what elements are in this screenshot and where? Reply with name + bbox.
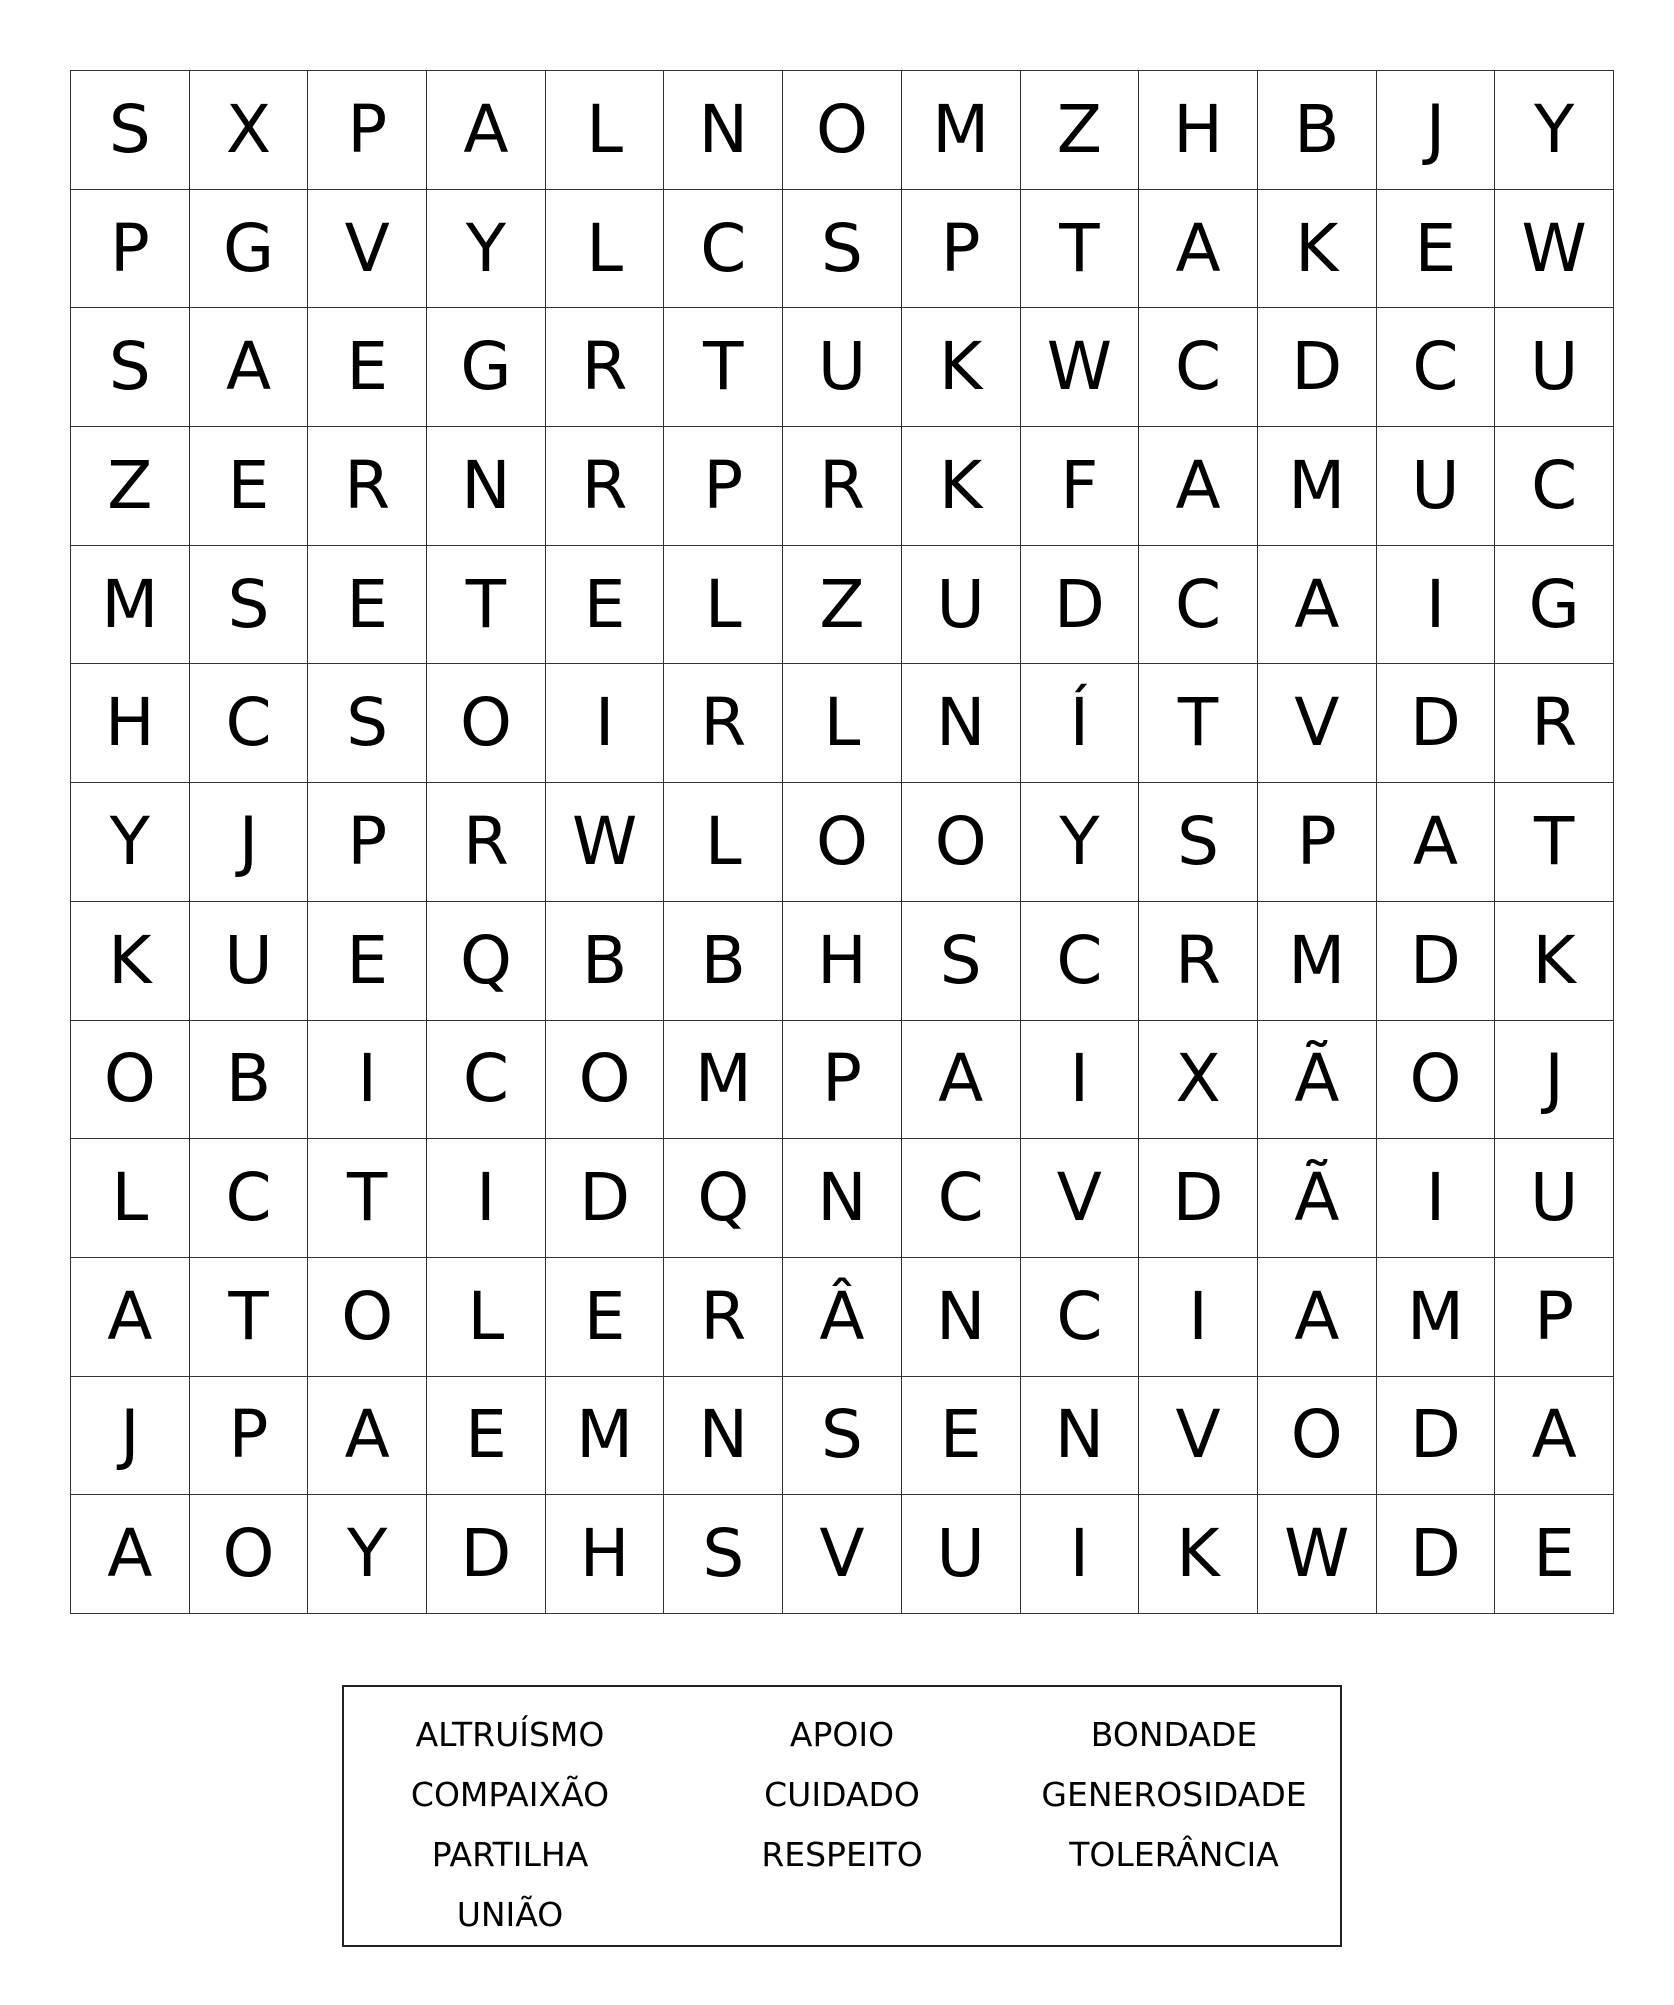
grid-cell[interactable]: O — [427, 664, 546, 783]
grid-cell[interactable]: S — [308, 664, 427, 783]
word-list-item: CUIDADO — [764, 1775, 920, 1814]
grid-cell[interactable]: C — [1021, 1258, 1140, 1377]
grid-cell[interactable]: L — [71, 1139, 190, 1258]
grid-cell[interactable]: D — [1377, 1495, 1496, 1614]
grid-cell[interactable]: A — [71, 1495, 190, 1614]
grid-cell[interactable]: D — [1258, 308, 1377, 427]
grid-cell[interactable]: Y — [1495, 71, 1614, 190]
grid-cell[interactable]: U — [1495, 308, 1614, 427]
grid-cell[interactable]: L — [546, 71, 665, 190]
grid-cell[interactable]: C — [1495, 427, 1614, 546]
grid-cell[interactable]: R — [1495, 664, 1614, 783]
grid-cell[interactable]: M — [902, 71, 1021, 190]
grid-cell[interactable]: R — [546, 308, 665, 427]
grid-cell[interactable]: C — [1139, 546, 1258, 665]
word-list-item: COMPAIXÃO — [410, 1775, 610, 1814]
grid-cell[interactable]: A — [902, 1021, 1021, 1140]
grid-cell[interactable]: X — [190, 71, 309, 190]
grid-cell[interactable]: D — [1377, 1377, 1496, 1496]
grid-cell[interactable]: Z — [1021, 71, 1140, 190]
grid-cell[interactable]: E — [308, 902, 427, 1021]
grid-cell[interactable]: R — [664, 1258, 783, 1377]
grid-cell[interactable]: D — [427, 1495, 546, 1614]
grid-cell[interactable]: J — [1495, 1021, 1614, 1140]
grid-cell[interactable]: I — [546, 664, 665, 783]
grid-cell[interactable]: P — [1258, 783, 1377, 902]
grid-cell[interactable]: Y — [71, 783, 190, 902]
grid-cell[interactable]: K — [902, 308, 1021, 427]
grid-cell[interactable]: E — [1495, 1495, 1614, 1614]
grid-cell[interactable]: A — [1495, 1377, 1614, 1496]
grid-cell[interactable]: V — [1258, 664, 1377, 783]
grid-cell[interactable]: X — [1139, 1021, 1258, 1140]
grid-cell[interactable]: W — [1495, 190, 1614, 309]
grid-cell[interactable]: E — [1377, 190, 1496, 309]
grid-cell[interactable]: O — [1258, 1377, 1377, 1496]
grid-cell[interactable]: S — [783, 190, 902, 309]
grid-cell[interactable]: W — [546, 783, 665, 902]
grid-cell[interactable]: U — [902, 546, 1021, 665]
grid-cell[interactable]: U — [783, 308, 902, 427]
grid-cell[interactable]: J — [71, 1377, 190, 1496]
grid-cell[interactable]: Ã — [1258, 1021, 1377, 1140]
grid-cell[interactable]: L — [664, 783, 783, 902]
grid-cell[interactable]: T — [1139, 664, 1258, 783]
grid-cell[interactable]: T — [427, 546, 546, 665]
grid-cell[interactable]: A — [427, 71, 546, 190]
grid-cell[interactable]: H — [546, 1495, 665, 1614]
grid-cell[interactable]: V — [783, 1495, 902, 1614]
grid-cell[interactable]: V — [1021, 1139, 1140, 1258]
grid-cell[interactable]: L — [427, 1258, 546, 1377]
grid-cell[interactable]: A — [190, 308, 309, 427]
grid-cell[interactable]: B — [664, 902, 783, 1021]
grid-cell[interactable]: I — [427, 1139, 546, 1258]
grid-cell[interactable]: G — [1495, 546, 1614, 665]
grid-cell[interactable]: P — [308, 71, 427, 190]
grid-cell[interactable]: L — [664, 546, 783, 665]
grid-cell[interactable]: T — [1495, 783, 1614, 902]
grid-cell[interactable]: N — [1021, 1377, 1140, 1496]
grid-cell[interactable]: A — [1258, 1258, 1377, 1377]
word-list-item: TOLERÂNCIA — [1069, 1835, 1279, 1874]
grid-cell[interactable]: S — [1139, 783, 1258, 902]
grid-cell[interactable]: I — [1377, 546, 1496, 665]
grid-cell[interactable]: P — [1495, 1258, 1614, 1377]
grid-cell[interactable]: R — [546, 427, 665, 546]
grid-cell[interactable]: R — [427, 783, 546, 902]
grid-cell[interactable]: O — [308, 1258, 427, 1377]
grid-cell[interactable]: K — [1139, 1495, 1258, 1614]
grid-cell[interactable]: S — [190, 546, 309, 665]
grid-cell[interactable]: O — [1377, 1021, 1496, 1140]
grid-cell[interactable]: M — [1258, 427, 1377, 546]
grid-cell[interactable]: A — [1377, 783, 1496, 902]
grid-cell[interactable]: B — [546, 902, 665, 1021]
grid-cell[interactable]: D — [1139, 1139, 1258, 1258]
grid-cell[interactable]: Y — [427, 190, 546, 309]
grid-cell[interactable]: C — [664, 190, 783, 309]
grid-cell[interactable]: C — [902, 1139, 1021, 1258]
grid-cell[interactable]: D — [1377, 664, 1496, 783]
grid-cell[interactable]: Z — [71, 427, 190, 546]
grid-cell[interactable]: K — [902, 427, 1021, 546]
grid-cell[interactable]: J — [190, 783, 309, 902]
grid-cell[interactable]: Í — [1021, 664, 1140, 783]
grid-cell[interactable]: O — [783, 71, 902, 190]
grid-cell[interactable]: I — [1021, 1495, 1140, 1614]
grid-cell[interactable]: U — [190, 902, 309, 1021]
grid-cell[interactable]: R — [1139, 902, 1258, 1021]
grid-cell[interactable]: Z — [783, 546, 902, 665]
grid-cell[interactable]: G — [427, 308, 546, 427]
grid-cell[interactable]: E — [427, 1377, 546, 1496]
grid-cell[interactable]: T — [190, 1258, 309, 1377]
word-list-item: PARTILHA — [431, 1835, 589, 1874]
grid-cell[interactable]: S — [71, 308, 190, 427]
grid-cell[interactable]: L — [546, 190, 665, 309]
grid-cell[interactable]: N — [427, 427, 546, 546]
grid-cell[interactable]: A — [71, 1258, 190, 1377]
grid-cell[interactable]: H — [783, 902, 902, 1021]
grid-cell[interactable]: I — [308, 1021, 427, 1140]
grid-cell[interactable]: N — [664, 1377, 783, 1496]
grid-cell[interactable]: W — [1021, 308, 1140, 427]
grid-cell[interactable]: P — [308, 783, 427, 902]
grid-cell[interactable]: Â — [783, 1258, 902, 1377]
grid-cell[interactable]: M — [546, 1377, 665, 1496]
grid-cell[interactable]: I — [1021, 1021, 1140, 1140]
grid-cell[interactable]: E — [308, 546, 427, 665]
grid-cell[interactable]: N — [783, 1139, 902, 1258]
grid-cell[interactable]: A — [308, 1377, 427, 1496]
grid-cell[interactable]: V — [1139, 1377, 1258, 1496]
word-list-item: RESPEITO — [761, 1835, 923, 1874]
grid-cell[interactable]: T — [308, 1139, 427, 1258]
grid-cell[interactable]: T — [664, 308, 783, 427]
grid-cell[interactable]: V — [308, 190, 427, 309]
grid-cell[interactable]: S — [902, 902, 1021, 1021]
grid-cell[interactable]: H — [1139, 71, 1258, 190]
grid-cell[interactable]: D — [1377, 902, 1496, 1021]
grid-cell[interactable]: W — [1258, 1495, 1377, 1614]
grid-cell[interactable]: B — [190, 1021, 309, 1140]
grid-cell[interactable]: O — [71, 1021, 190, 1140]
grid-cell[interactable]: Y — [1021, 783, 1140, 902]
grid-cell[interactable]: P — [190, 1377, 309, 1496]
grid-cell[interactable]: D — [546, 1139, 665, 1258]
grid-cell[interactable]: R — [308, 427, 427, 546]
grid-cell[interactable]: E — [308, 308, 427, 427]
grid-cell[interactable]: L — [783, 664, 902, 783]
grid-cell[interactable]: E — [546, 1258, 665, 1377]
grid-cell[interactable]: N — [902, 664, 1021, 783]
grid-cell[interactable]: U — [1495, 1139, 1614, 1258]
grid-cell[interactable]: C — [190, 664, 309, 783]
grid-cell[interactable]: R — [783, 427, 902, 546]
grid-cell[interactable]: E — [546, 546, 665, 665]
grid-cell[interactable]: S — [664, 1495, 783, 1614]
grid-cell[interactable]: E — [190, 427, 309, 546]
grid-cell[interactable]: O — [546, 1021, 665, 1140]
grid-cell[interactable]: A — [1258, 546, 1377, 665]
grid-cell[interactable]: A — [1139, 190, 1258, 309]
grid-cell[interactable]: O — [902, 783, 1021, 902]
grid-cell[interactable]: P — [902, 190, 1021, 309]
grid-cell[interactable]: Y — [308, 1495, 427, 1614]
grid-cell[interactable]: M — [71, 546, 190, 665]
grid-cell[interactable]: A — [1139, 427, 1258, 546]
word-list-item: UNIÃO — [456, 1895, 564, 1934]
grid-cell[interactable]: M — [1377, 1258, 1496, 1377]
grid-cell[interactable]: C — [190, 1139, 309, 1258]
grid-cell[interactable]: U — [902, 1495, 1021, 1614]
grid-cell[interactable]: P — [664, 427, 783, 546]
letter-grid — [70, 70, 1614, 1614]
grid-cell[interactable]: Q — [427, 902, 546, 1021]
grid-cell[interactable]: S — [783, 1377, 902, 1496]
grid-cell[interactable]: I — [1139, 1258, 1258, 1377]
grid-cell[interactable]: K — [1258, 190, 1377, 309]
grid-cell[interactable]: S — [71, 71, 190, 190]
grid-cell[interactable]: O — [190, 1495, 309, 1614]
grid-cell[interactable]: K — [71, 902, 190, 1021]
grid-cell[interactable]: M — [664, 1021, 783, 1140]
grid-cell[interactable]: U — [1377, 427, 1496, 546]
grid-cell[interactable]: C — [1139, 308, 1258, 427]
grid-cell[interactable]: C — [1021, 902, 1140, 1021]
grid-cell[interactable]: D — [1021, 546, 1140, 665]
word-list-item: ALTRUÍSMO — [415, 1715, 605, 1754]
grid-cell[interactable]: Ã — [1258, 1139, 1377, 1258]
grid-cell[interactable]: T — [1021, 190, 1140, 309]
grid-cell[interactable]: M — [1258, 902, 1377, 1021]
grid-cell[interactable]: N — [664, 71, 783, 190]
grid-cell[interactable]: P — [71, 190, 190, 309]
grid-cell[interactable]: K — [1495, 902, 1614, 1021]
grid-cell[interactable]: C — [1377, 308, 1496, 427]
grid-cell[interactable]: F — [1021, 427, 1140, 546]
grid-cell[interactable]: R — [664, 664, 783, 783]
grid-cell[interactable]: P — [783, 1021, 902, 1140]
grid-cell[interactable]: I — [1377, 1139, 1496, 1258]
grid-cell[interactable]: J — [1377, 71, 1496, 190]
grid-cell[interactable]: N — [902, 1258, 1021, 1377]
grid-cell[interactable]: C — [427, 1021, 546, 1140]
grid-cell[interactable]: H — [71, 664, 190, 783]
word-list-item: APOIO — [789, 1715, 895, 1754]
grid-cell[interactable]: B — [1258, 71, 1377, 190]
word-list-item: GENEROSIDADE — [1041, 1775, 1307, 1814]
grid-cell[interactable]: G — [190, 190, 309, 309]
grid-cell[interactable]: E — [902, 1377, 1021, 1496]
word-list — [342, 1685, 1342, 1947]
word-list-item: BONDADE — [1090, 1715, 1258, 1754]
grid-cell[interactable]: O — [783, 783, 902, 902]
grid-cell[interactable]: Q — [664, 1139, 783, 1258]
